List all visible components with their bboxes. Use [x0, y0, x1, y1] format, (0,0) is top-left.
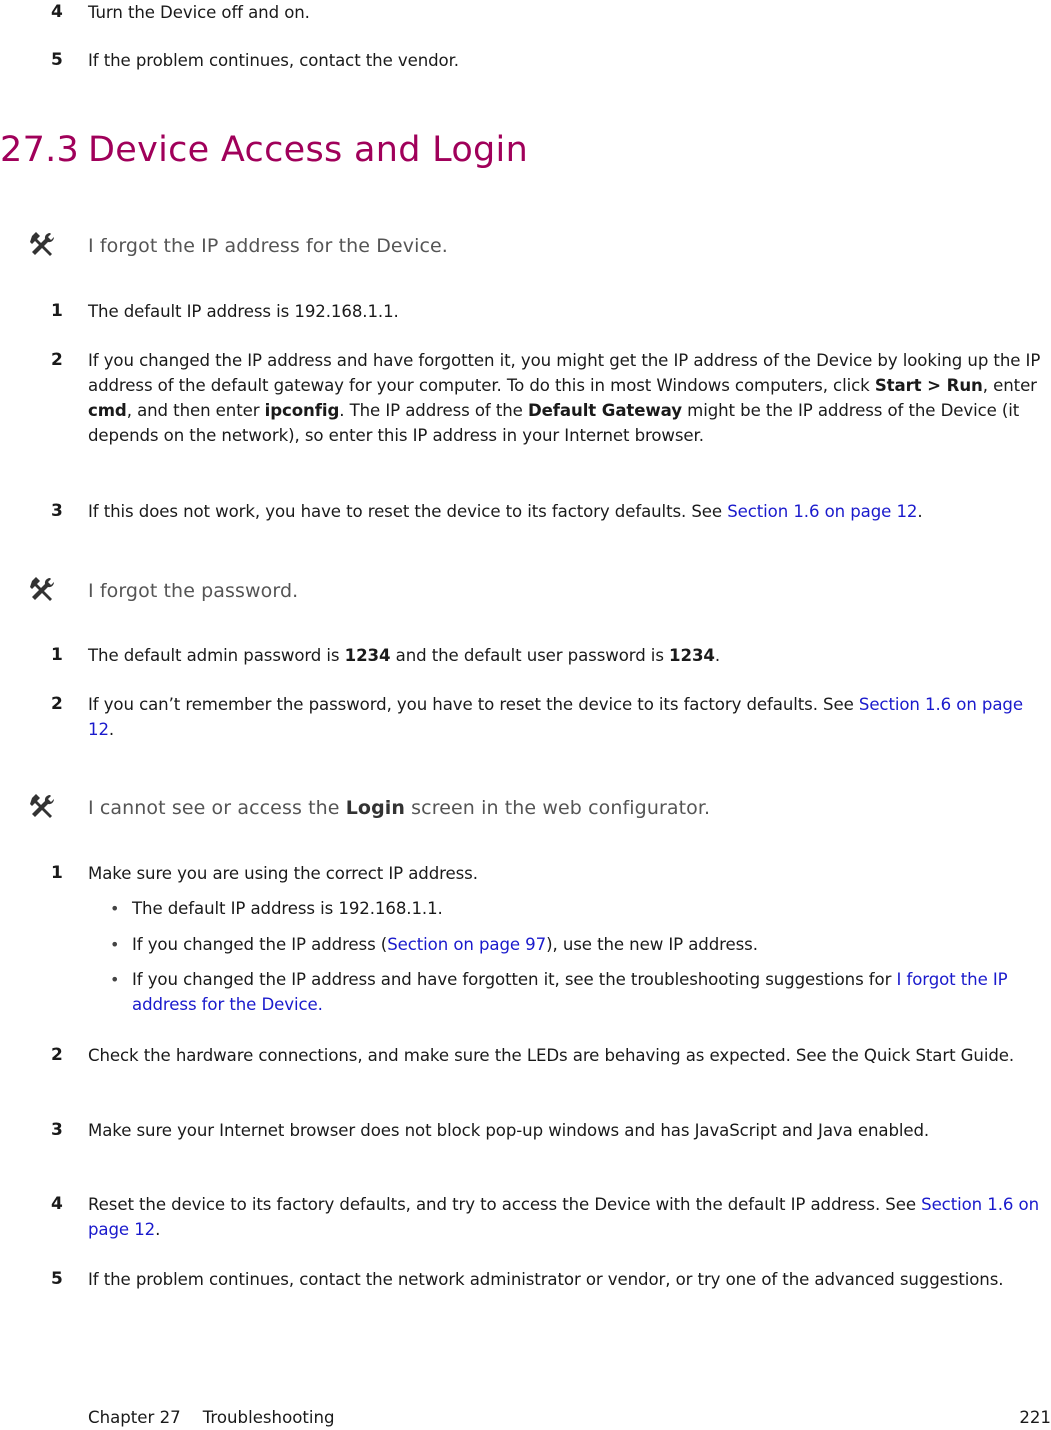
step-number: 2: [51, 1045, 63, 1065]
menu-path: Start > Run: [874, 376, 983, 395]
problem-title: I forgot the IP address for the Device.: [88, 235, 448, 257]
section-link[interactable]: Section 1.6 on page 12: [88, 1195, 1040, 1239]
password-value: 1234: [669, 646, 715, 665]
step-text: If the problem continues, contact the vendor.: [88, 51, 459, 70]
problem-heading: [0, 575, 1045, 609]
step-number: 2: [51, 350, 63, 370]
tools-icon: [28, 575, 58, 605]
tools-icon: [28, 230, 58, 260]
section-link[interactable]: Section 1.6 on page 12: [88, 695, 1023, 739]
problem-heading: [0, 792, 1045, 826]
bullet-glyph: •: [110, 970, 120, 989]
command: ipconfig: [264, 401, 340, 420]
bullet-text: If you changed the IP address (Section on page 97), use the new IP address.: [132, 935, 758, 954]
step-number: 5: [51, 1269, 63, 1289]
term: Default Gateway: [527, 401, 682, 420]
step-text: Reset the device to its factory defaults, and try to access the Device with the default IP address. See Section 1.6 on page 12.: [88, 1195, 1040, 1239]
step-text: The default admin password is 1234 and the default user password is 1234.: [88, 646, 721, 665]
bullet-glyph: •: [110, 899, 120, 918]
section-heading: [0, 128, 528, 172]
tools-icon: [28, 792, 58, 822]
step-text: If you can’t remember the password, you have to reset the device to its factory defaults. See Section 1.6 on page 12.: [88, 695, 1023, 739]
section-link[interactable]: Section on page 97: [387, 935, 547, 954]
step-number: 1: [51, 863, 63, 883]
step-number: 4: [51, 1194, 63, 1214]
step-number: 1: [51, 301, 63, 321]
problem-heading: [0, 230, 1045, 264]
step-number: 1: [51, 645, 63, 665]
step-number: 3: [51, 501, 63, 521]
section-title: Device Access and Login: [88, 130, 529, 170]
problem-title: I forgot the password.: [88, 580, 299, 602]
problem-title: I cannot see or access the Login screen in the web configurator.: [88, 797, 711, 819]
step-number: 3: [51, 1120, 63, 1140]
password-value: 1234: [344, 646, 391, 665]
bullet-glyph: •: [110, 935, 120, 954]
step-number: 2: [51, 694, 63, 714]
step-text: The default IP address is 192.168.1.1.: [88, 302, 399, 321]
step-text: If you changed the IP address and have forgotten it, you might get the IP address of the Device by looking up the IP address of the default gateway for your computer. To do this in most Windows computers, click Start > Run, enter cmd, and then enter ipconfig. The IP address of the Default Gateway might be the IP address of the Device (it depends on the network), so enter this IP address in your Internet browser.: [88, 351, 1041, 445]
chapter-label: Chapter 27: [88, 1408, 181, 1427]
command: cmd: [88, 401, 127, 420]
bullet-text: The default IP address is 192.168.1.1.: [132, 899, 443, 918]
page-number: 221: [1019, 1408, 1051, 1427]
step-text: If this does not work, you have to reset the device to its factory defaults. See Section 1.6 on page 12.: [88, 502, 923, 521]
problem-link[interactable]: I forgot the IP address for the Device.: [132, 970, 1008, 1014]
step-text: If the problem continues, contact the network administrator or vendor, or try one of the advanced suggestions.: [88, 1270, 1004, 1289]
step-number: 5: [51, 50, 63, 70]
step-text: Make sure you are using the correct IP address.: [88, 864, 478, 883]
page-footer: [88, 1405, 335, 1430]
step-number: 4: [51, 2, 63, 22]
section-number: 27.3: [0, 130, 80, 170]
screen-name: Login: [345, 797, 406, 819]
step-text: Make sure your Internet browser does not block pop-up windows and has JavaScript and Java enabled.: [88, 1121, 930, 1140]
step-text: Turn the Device off and on.: [88, 3, 310, 22]
step-text: Check the hardware connections, and make sure the LEDs are behaving as expected. See the Quick Start Guide.: [88, 1046, 1015, 1065]
section-link[interactable]: Section 1.6 on page 12: [727, 502, 918, 521]
bullet-text: If you changed the IP address and have forgotten it, see the troubleshooting suggestions for I forgot the IP address for the Device.: [132, 970, 1008, 1014]
chapter-title: Troubleshooting: [202, 1408, 335, 1427]
